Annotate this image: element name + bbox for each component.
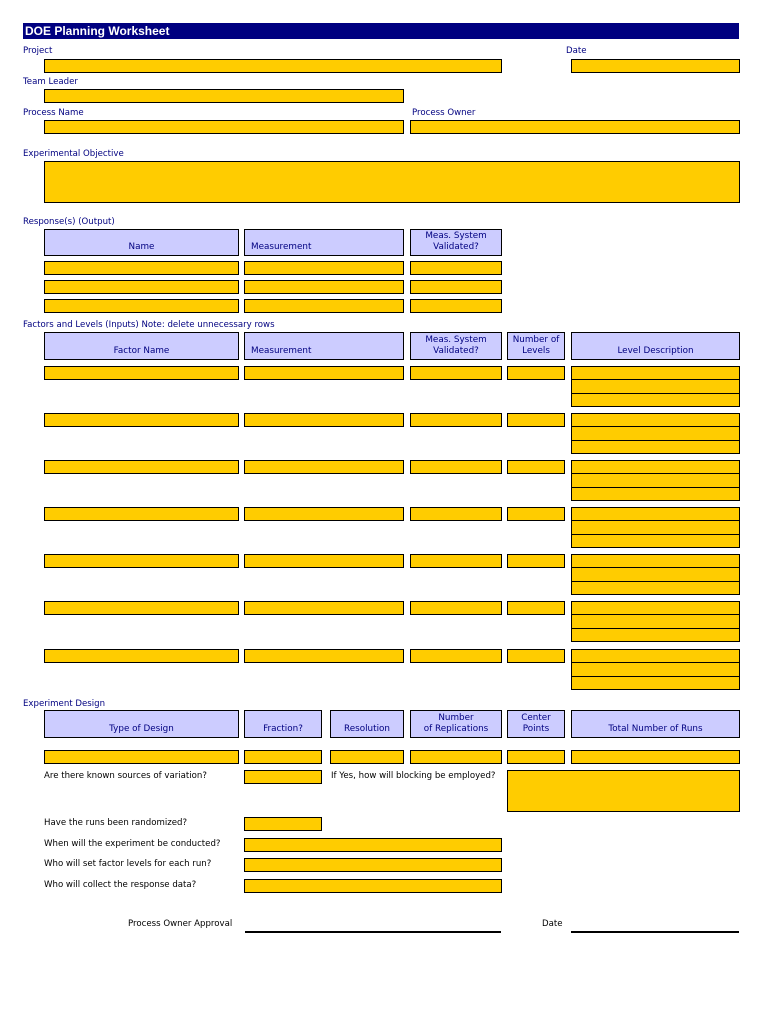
randomized-question: Have the runs been randomized? [44,818,188,828]
randomized-field[interactable] [244,817,322,831]
cell-divider [572,676,739,677]
factor-7-name-field[interactable] [44,649,239,663]
response-1-name-field[interactable] [44,261,239,275]
cell-divider [572,520,739,521]
approval-label: Process Owner Approval [128,919,233,929]
page-title: DOE Planning Worksheet [23,23,739,39]
factor-6-validated-field[interactable] [410,601,502,615]
factor-5-validated-field[interactable] [410,554,502,568]
factors-header-measurement: Measurement [244,332,404,360]
responses-header-name: Name [44,229,239,256]
factor-4-level-description-field[interactable] [571,507,740,548]
when-field[interactable] [244,838,502,852]
design-header-replications: Number of Replications [410,710,502,738]
factor-3-level-description-field[interactable] [571,460,740,501]
responses-header-measurement: Measurement [244,229,404,256]
design-header-type: Type of Design [44,710,239,738]
factor-6-levels-field[interactable] [507,601,565,615]
response-1-measurement-field[interactable] [244,261,404,275]
objective-label: Experimental Objective [23,149,124,159]
response-1-validated-field[interactable] [410,261,502,275]
approval-date-line[interactable] [571,931,739,933]
factor-2-name-field[interactable] [44,413,239,427]
process-name-field[interactable] [44,120,404,134]
factors-label: Factors and Levels (Inputs) Note: delete unnecessary rows [23,320,275,330]
factor-5-levels-field[interactable] [507,554,565,568]
design-center-points-field[interactable] [507,750,565,764]
factor-6-level-description-field[interactable] [571,601,740,642]
response-2-measurement-field[interactable] [244,280,404,294]
factor-2-level-description-field[interactable] [571,413,740,454]
factor-4-levels-field[interactable] [507,507,565,521]
experiment-design-label: Experiment Design [23,699,106,709]
factor-2-levels-field[interactable] [507,413,565,427]
variation-question: Are there known sources of variation? [44,771,207,781]
response-3-measurement-field[interactable] [244,299,404,313]
cell-divider [572,393,739,394]
process-owner-label: Process Owner [412,108,476,118]
team-leader-field[interactable] [44,89,404,103]
factor-3-levels-field[interactable] [507,460,565,474]
factors-header-level-description: Level Description [571,332,740,360]
factors-header-levels: Number of Levels [507,332,565,360]
factor-6-name-field[interactable] [44,601,239,615]
who-collect-question: Who will collect the response data? [44,880,197,890]
process-name-label: Process Name [23,108,84,118]
factor-2-validated-field[interactable] [410,413,502,427]
factor-7-level-description-field[interactable] [571,649,740,690]
blocking-question: If Yes, how will blocking be employed? [331,771,496,781]
factor-5-name-field[interactable] [44,554,239,568]
factor-1-level-description-field[interactable] [571,366,740,407]
responses-header-meas-system: Meas. System Validated? [410,229,502,256]
factor-1-measurement-field[interactable] [244,366,404,380]
who-set-field[interactable] [244,858,502,872]
response-2-name-field[interactable] [44,280,239,294]
factor-6-measurement-field[interactable] [244,601,404,615]
cell-divider [572,534,739,535]
design-total-runs-field[interactable] [571,750,740,764]
date-label: Date [566,46,587,56]
cell-divider [572,581,739,582]
factor-7-levels-field[interactable] [507,649,565,663]
design-replications-field[interactable] [410,750,502,764]
factor-4-measurement-field[interactable] [244,507,404,521]
cell-divider [572,628,739,629]
responses-label: Response(s) (Output) [23,217,115,227]
design-resolution-field[interactable] [330,750,404,764]
response-3-validated-field[interactable] [410,299,502,313]
design-header-total-runs: Total Number of Runs [571,710,740,738]
approval-date-label: Date [542,919,563,929]
factor-7-measurement-field[interactable] [244,649,404,663]
team-leader-label: Team Leader [23,77,78,87]
factors-header-name: Factor Name [44,332,239,360]
blocking-field[interactable] [507,770,740,812]
who-set-question: Who will set factor levels for each run? [44,859,212,869]
cell-divider [572,440,739,441]
design-header-center-points: Center Points [507,710,565,738]
design-header-fraction: Fraction? [244,710,322,738]
variation-field[interactable] [244,770,322,784]
factor-5-level-description-field[interactable] [571,554,740,595]
cell-divider [572,567,739,568]
who-collect-field[interactable] [244,879,502,893]
factor-2-measurement-field[interactable] [244,413,404,427]
process-owner-field[interactable] [410,120,740,134]
cell-divider [572,473,739,474]
factor-3-validated-field[interactable] [410,460,502,474]
project-label: Project [23,46,53,56]
factor-7-validated-field[interactable] [410,649,502,663]
cell-divider [572,487,739,488]
factors-header-meas-system: Meas. System Validated? [410,332,502,360]
factor-4-validated-field[interactable] [410,507,502,521]
design-type-field[interactable] [44,750,239,764]
factor-3-name-field[interactable] [44,460,239,474]
objective-field[interactable] [44,161,740,203]
cell-divider [572,426,739,427]
factor-1-validated-field[interactable] [410,366,502,380]
cell-divider [572,662,739,663]
when-question: When will the experiment be conducted? [44,839,221,849]
factor-4-name-field[interactable] [44,507,239,521]
factor-1-name-field[interactable] [44,366,239,380]
design-header-resolution: Resolution [330,710,404,738]
factor-1-levels-field[interactable] [507,366,565,380]
approval-signature-line[interactable] [245,931,501,933]
cell-divider [572,614,739,615]
date-field[interactable] [571,59,740,73]
response-2-validated-field[interactable] [410,280,502,294]
factor-5-measurement-field[interactable] [244,554,404,568]
project-field[interactable] [44,59,502,73]
design-fraction-field[interactable] [244,750,322,764]
cell-divider [572,379,739,380]
factor-3-measurement-field[interactable] [244,460,404,474]
response-3-name-field[interactable] [44,299,239,313]
